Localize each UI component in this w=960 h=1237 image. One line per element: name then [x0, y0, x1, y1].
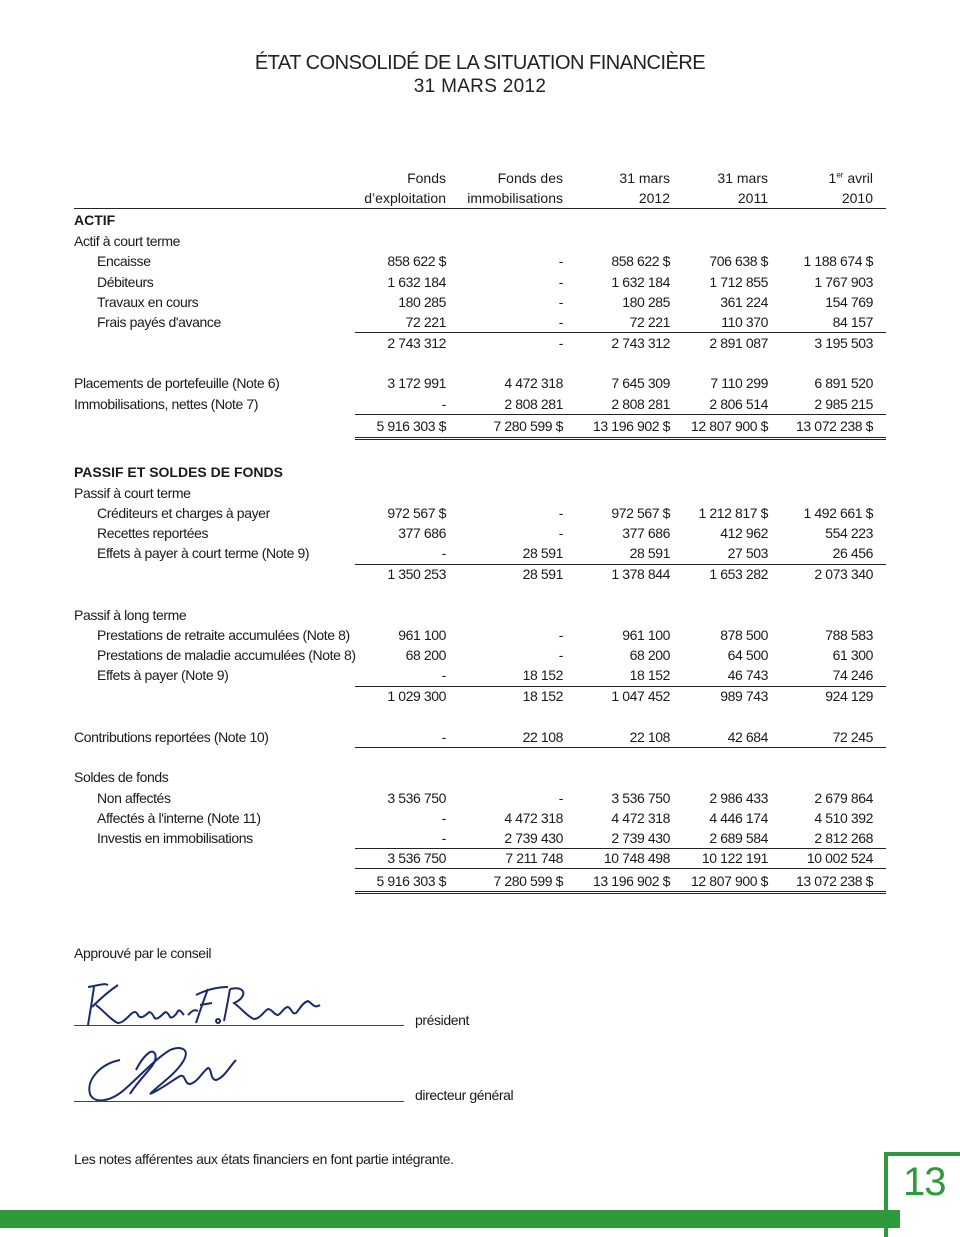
section-rule	[355, 747, 886, 748]
table-row: Contributions reportées (Note 10) - 22 108 22 108 42 684 72 245	[74, 729, 873, 745]
signature-director	[80, 1040, 250, 1110]
subtotal-row: 2 743 312 - 2 743 312 2 891 087 3 195 503	[387, 335, 873, 351]
subtotal-rule	[355, 414, 886, 415]
total-row: 5 916 303 $ 7 280 599 $ 13 196 902 $ 12 807 900 $ 13 072 238 $	[376, 873, 873, 889]
table-row: Affectés à l'interne (Note 11) - 4 472 318 4 472 318 4 446 174 4 510 392	[97, 810, 873, 826]
subsection-passif-court: Passif à court terme	[74, 485, 191, 501]
section-heading-actif: ACTIF	[74, 212, 116, 228]
page-subtitle: 31 MARS 2012	[413, 76, 547, 97]
total-double-rule	[355, 891, 886, 894]
column-header-operating-fund: Fonds d’exploitation	[364, 170, 446, 206]
table-row: Recettes reportées 377 686 - 377 686 412 962 554 223	[97, 525, 873, 541]
table-row: Prestations de maladie accumulées (Note 8) 68 200 - 68 200 64 500 61 300	[97, 647, 873, 663]
table-row: Non affectés 3 536 750 - 3 536 750 2 986 433 2 679 864	[97, 790, 873, 806]
table-row: Frais payés d'avance 72 221 - 72 221 110 370 84 157	[97, 314, 873, 330]
signature-line-director	[74, 1101, 404, 1102]
table-row: Prestations de retraite accumulées (Note 8) 961 100 - 961 100 878 500 788 583	[97, 627, 873, 643]
table-row: Investis en immobilisations - 2 739 430 2 739 430 2 689 584 2 812 268	[97, 830, 873, 846]
signature-line-president	[74, 1025, 404, 1026]
page-number: 13	[903, 1160, 946, 1204]
approval-text: Approuvé par le conseil	[74, 945, 212, 961]
header-rule	[74, 208, 886, 209]
table-row: Effets à payer (Note 9) - 18 152 18 152 46 743 74 246	[97, 667, 873, 683]
table-row: Encaisse 858 622 $ - 858 622 $ 706 638 $ 1 188 674 $	[97, 253, 873, 269]
signature-label-director: directeur général	[415, 1087, 514, 1103]
signature-label-president: président	[415, 1012, 469, 1028]
total-row: 5 916 303 $ 7 280 599 $ 13 196 902 $ 12 807 900 $ 13 072 238 $	[376, 418, 873, 434]
table-row: Immobilisations, nettes (Note 7) - 2 808 281 2 808 281 2 806 514 2 985 215	[74, 396, 873, 412]
column-header-2011: 31 mars 2011	[717, 170, 768, 206]
table-row: Placements de portefeuille (Note 6) 3 172 991 4 472 318 7 645 309 7 110 299 6 891 520	[74, 375, 873, 391]
subtotal-row: 3 536 750 7 211 748 10 748 498 10 122 191 10 002 524	[387, 850, 873, 866]
subtotal-row: 1 029 300 18 152 1 047 452 989 743 924 129	[387, 688, 873, 704]
footer-bar	[0, 1210, 900, 1228]
column-header-2010: 1er avril 2010	[828, 170, 873, 206]
table-row: Effets à payer à court terme (Note 9) - 28 591 28 591 27 503 26 456	[97, 545, 873, 561]
table-row: Créditeurs et charges à payer 972 567 $ - 972 567 $ 1 212 817 $ 1 492 661 $	[97, 505, 873, 521]
total-double-rule	[355, 437, 886, 440]
subsection-passif-long: Passif à long terme	[74, 607, 187, 623]
page-title: ÉTAT CONSOLIDÉ DE LA SITUATION FINANCIÈRE	[254, 52, 706, 74]
column-header-2012: 31 mars 2012	[619, 170, 670, 206]
footnote: Les notes afférentes aux états financiers en font partie intégrante.	[74, 1151, 454, 1167]
section-heading-passif: PASSIF ET SOLDES DE FONDS	[74, 464, 283, 480]
table-row: Travaux en cours 180 285 - 180 285 361 224 154 769	[97, 294, 873, 310]
subtotal-rule	[355, 868, 886, 869]
subsection-actif-court: Actif à court terme	[74, 233, 180, 249]
table-row: Débiteurs 1 632 184 - 1 632 184 1 712 855 1 767 903	[97, 274, 873, 290]
subtotal-row: 1 350 253 28 591 1 378 844 1 653 282 2 073 340	[387, 566, 873, 582]
column-header-capital-fund: Fonds des immobilisations	[467, 170, 563, 206]
subsection-soldes: Soldes de fonds	[74, 769, 169, 785]
